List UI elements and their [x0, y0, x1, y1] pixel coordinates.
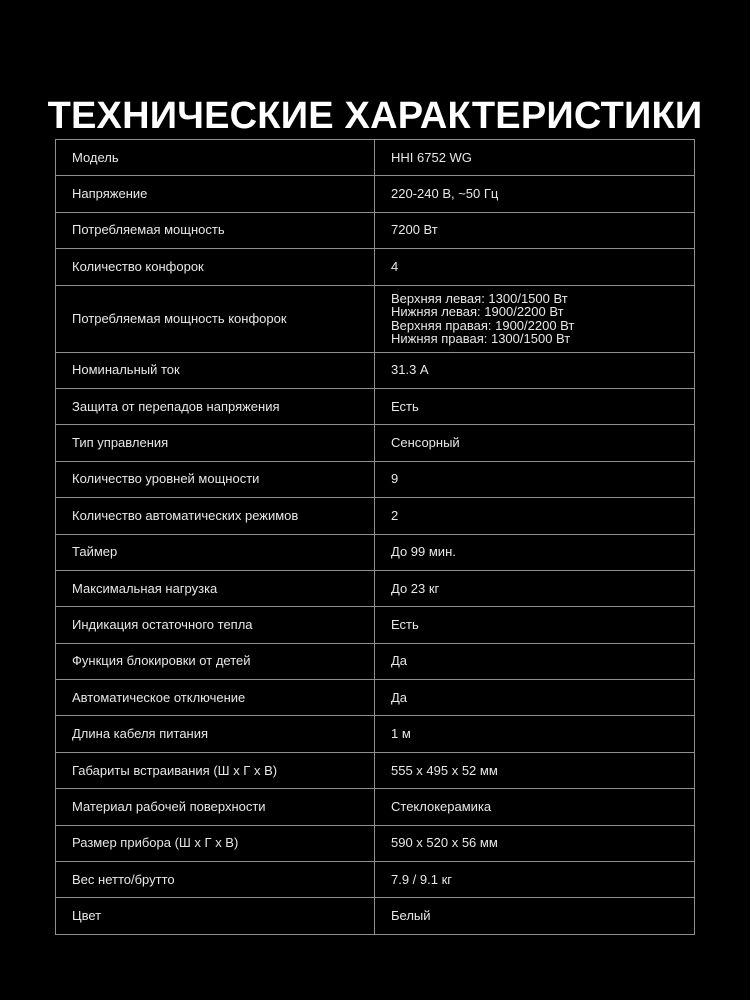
- spec-label: Тип управления: [56, 425, 375, 461]
- table-row: [56, 249, 695, 285]
- spec-value: 220-240 В, ~50 Гц: [375, 176, 695, 212]
- spec-value-multiline: [375, 285, 695, 352]
- table-row: [56, 752, 695, 788]
- table-row: [56, 352, 695, 388]
- spec-value-line: Верхняя правая: 1900/2200 Вт: [391, 317, 575, 333]
- table-row: [56, 388, 695, 424]
- table-row: [56, 680, 695, 716]
- spec-value-line: Верхняя левая: 1300/1500 Вт: [391, 290, 568, 306]
- spec-label: Индикация остаточного тепла: [56, 607, 375, 643]
- spec-label: Цвет: [56, 898, 375, 934]
- table-row: [56, 212, 695, 248]
- table-row: [56, 534, 695, 570]
- table-row: [56, 570, 695, 606]
- spec-label: Вес нетто/брутто: [56, 862, 375, 898]
- spec-value: 590 х 520 х 56 мм: [375, 825, 695, 861]
- spec-value: HHI 6752 WG: [375, 140, 695, 176]
- spec-label: Потребляемая мощность конфорок: [56, 285, 375, 352]
- table-row: [56, 176, 695, 212]
- table-row: [56, 643, 695, 679]
- table-row: [56, 607, 695, 643]
- spec-value: 2: [375, 498, 695, 534]
- page-title: ТЕХНИЧЕСКИЕ ХАРАКТЕРИСТИКИ: [47, 95, 703, 138]
- spec-value: 31.3 А: [375, 352, 695, 388]
- table-row: [56, 498, 695, 534]
- spec-value: Белый: [375, 898, 695, 934]
- spec-label: Количество автоматических режимов: [56, 498, 375, 534]
- spec-label: Номинальный ток: [56, 352, 375, 388]
- spec-value: 1 м: [375, 716, 695, 752]
- spec-value: 555 х 495 х 52 мм: [375, 752, 695, 788]
- spec-label: Защита от перепадов напряжения: [56, 388, 375, 424]
- specs-table: [55, 139, 695, 935]
- spec-value: Стеклокерамика: [375, 789, 695, 825]
- spec-label: Материал рабочей поверхности: [56, 789, 375, 825]
- table-row: [56, 425, 695, 461]
- table-row: [56, 140, 695, 176]
- spec-value: 7.9 / 9.1 кг: [375, 862, 695, 898]
- spec-value: Сенсорный: [375, 425, 695, 461]
- table-row: [56, 825, 695, 861]
- spec-label: Максимальная нагрузка: [56, 570, 375, 606]
- spec-value: Да: [375, 643, 695, 679]
- table-row: [56, 716, 695, 752]
- spec-label: Количество уровней мощности: [56, 461, 375, 497]
- spec-value: Есть: [375, 607, 695, 643]
- spec-label: Модель: [56, 140, 375, 176]
- spec-value: 7200 Вт: [375, 212, 695, 248]
- spec-label: Функция блокировки от детей: [56, 643, 375, 679]
- spec-label: Потребляемая мощность: [56, 212, 375, 248]
- spec-value: Да: [375, 680, 695, 716]
- spec-value: 4: [375, 249, 695, 285]
- table-row: [56, 789, 695, 825]
- table-row: [56, 862, 695, 898]
- spec-value-line: Нижняя правая: 1300/1500 Вт: [391, 331, 571, 347]
- spec-value: Есть: [375, 388, 695, 424]
- spec-value: 9: [375, 461, 695, 497]
- spec-label: Количество конфорок: [56, 249, 375, 285]
- spec-value-line: Нижняя левая: 1900/2200 Вт: [391, 304, 564, 320]
- table-row: [56, 285, 695, 352]
- spec-label: Напряжение: [56, 176, 375, 212]
- spec-label: Размер прибора (Ш х Г х В): [56, 825, 375, 861]
- spec-label: Габариты встраивания (Ш х Г х В): [56, 752, 375, 788]
- spec-label: Автоматическое отключение: [56, 680, 375, 716]
- spec-label: Длина кабеля питания: [56, 716, 375, 752]
- spec-label: Таймер: [56, 534, 375, 570]
- spec-value: До 23 кг: [375, 570, 695, 606]
- spec-value: До 99 мин.: [375, 534, 695, 570]
- table-row: [56, 898, 695, 934]
- table-row: [56, 461, 695, 497]
